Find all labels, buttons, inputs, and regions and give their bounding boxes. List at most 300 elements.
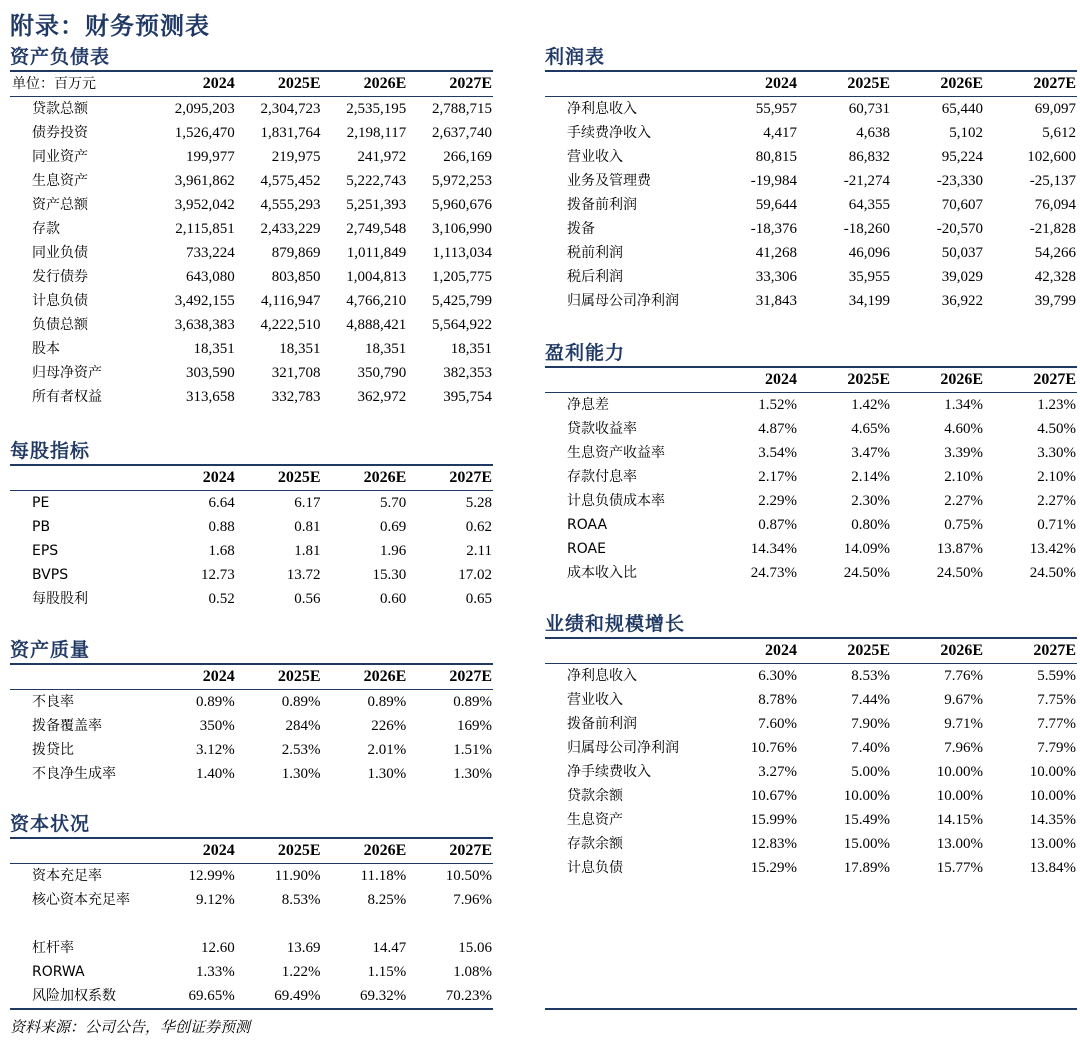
- value-cell: 10.50%: [445, 868, 492, 884]
- value-cell: 70,607: [941, 197, 983, 213]
- year-header: 2024: [705, 368, 798, 393]
- value-cell: 13.00%: [936, 836, 983, 852]
- table-row: [10, 193, 493, 217]
- value-cell: 55,957: [755, 101, 797, 117]
- year-header: 2027E: [407, 665, 493, 690]
- value-cell: [236, 912, 322, 936]
- value-cell: 2,749,548: [346, 221, 407, 237]
- value-cell: 1.30%: [453, 766, 492, 782]
- value-cell: [322, 912, 408, 936]
- row-label: 生息资产: [567, 812, 623, 828]
- value-cell: 10.76%: [750, 740, 797, 756]
- value-cell: 59,644: [755, 197, 797, 213]
- unit-label: [545, 368, 705, 393]
- unit-label: [10, 839, 150, 864]
- table-row: [545, 241, 1077, 265]
- value-cell: 3.12%: [196, 742, 235, 758]
- value-cell: 733,224: [186, 245, 235, 261]
- value-cell: 0.62: [465, 519, 492, 535]
- table-row: [10, 587, 493, 611]
- value-cell: 7.60%: [758, 716, 797, 732]
- unit-label: [10, 665, 150, 690]
- row-label: 业务及管理费: [567, 173, 651, 189]
- value-cell: 13.84%: [1029, 860, 1076, 876]
- row-label: 归母净资产: [32, 365, 102, 381]
- year-header: 2027E: [984, 368, 1077, 393]
- table-row: [545, 145, 1077, 169]
- value-cell: 0.65: [465, 591, 492, 607]
- value-cell: 13.87%: [936, 541, 983, 557]
- value-cell: 18,351: [365, 341, 407, 357]
- table-row: [545, 265, 1077, 289]
- value-cell: 50,037: [941, 245, 983, 261]
- value-cell: 1,831,764: [260, 125, 321, 141]
- balance-sheet-section: [10, 44, 493, 409]
- value-cell: 3,492,155: [174, 293, 235, 309]
- value-cell: 95,224: [941, 149, 983, 165]
- row-label: 贷款总额: [32, 101, 88, 117]
- year-header: 2026E: [891, 368, 984, 393]
- value-cell: 4,575,452: [260, 173, 321, 189]
- value-cell: 313,658: [186, 389, 235, 405]
- row-label: 不良率: [32, 694, 74, 710]
- table-header-row: [545, 368, 1077, 393]
- value-cell: 199,977: [186, 149, 235, 165]
- value-cell: 24.50%: [843, 565, 890, 581]
- value-cell: 1.23%: [1037, 397, 1076, 413]
- row-label: 每股股利: [32, 591, 88, 607]
- value-cell: 18,351: [450, 341, 492, 357]
- section-title: 资本状况: [10, 811, 493, 839]
- value-cell: 0.71%: [1037, 517, 1076, 533]
- capital-section: [10, 811, 493, 1008]
- value-cell: 2.29%: [758, 493, 797, 509]
- year-header: 2027E: [407, 72, 493, 97]
- value-cell: 70.23%: [445, 988, 492, 1004]
- value-cell: 12.73: [201, 567, 235, 583]
- value-cell: 2.27%: [944, 493, 983, 509]
- year-header: 2026E: [322, 466, 408, 491]
- table-row: [545, 393, 1077, 418]
- year-header: 2027E: [407, 466, 493, 491]
- row-label: 税后利润: [567, 269, 623, 285]
- table-row: [10, 385, 493, 409]
- table-row: [545, 97, 1077, 122]
- table-row: [10, 241, 493, 265]
- row-label: ROAE: [567, 541, 606, 557]
- table-row: [545, 193, 1077, 217]
- row-label: 成本收入比: [567, 565, 637, 581]
- year-header: 2027E: [984, 639, 1077, 664]
- value-cell: 4,222,510: [260, 317, 321, 333]
- value-cell: 54,266: [1034, 245, 1076, 261]
- year-header: 2026E: [322, 839, 408, 864]
- value-cell: 5,251,393: [346, 197, 407, 213]
- value-cell: 2.14%: [851, 469, 890, 485]
- financial-table: [545, 639, 1077, 880]
- row-label: 资产总额: [32, 197, 88, 213]
- year-header: 2026E: [891, 639, 984, 664]
- value-cell: [407, 912, 493, 936]
- year-header: 2025E: [236, 466, 322, 491]
- table-row: [545, 736, 1077, 760]
- year-header: 2025E: [798, 639, 891, 664]
- table-row: [545, 808, 1077, 832]
- value-cell: 2,198,117: [346, 125, 407, 141]
- value-cell: 14.15%: [936, 812, 983, 828]
- year-header: 2026E: [322, 72, 408, 97]
- year-header: 2026E: [891, 72, 984, 97]
- table-row: [545, 289, 1077, 313]
- row-label: 净息差: [567, 397, 609, 413]
- value-cell: 102,600: [1027, 149, 1076, 165]
- value-cell: 14.35%: [1029, 812, 1076, 828]
- table-row: [10, 762, 493, 786]
- row-label: 计息负债: [567, 860, 623, 876]
- value-cell: 350,790: [357, 365, 407, 381]
- value-cell: 803,850: [271, 269, 321, 285]
- value-cell: 5,960,676: [432, 197, 492, 213]
- value-cell: 76,094: [1034, 197, 1076, 213]
- value-cell: -18,260: [843, 221, 890, 237]
- row-label: 拨备覆盖率: [32, 718, 102, 734]
- value-cell: 5.70: [380, 495, 407, 511]
- row-label: 生息资产: [32, 173, 88, 189]
- value-cell: 321,708: [271, 365, 321, 381]
- row-label: 拨备前利润: [567, 716, 637, 732]
- value-cell: 4.65%: [851, 421, 890, 437]
- value-cell: 5.00%: [851, 764, 890, 780]
- section-title: 盈利能力: [545, 340, 1077, 368]
- left-bottom-rule: [10, 1008, 493, 1010]
- row-label: 贷款余额: [567, 788, 623, 804]
- row-label: 同业资产: [32, 149, 88, 165]
- value-cell: 18,351: [279, 341, 321, 357]
- value-cell: 5,564,922: [432, 317, 492, 333]
- section-title: 业绩和规模增长: [545, 611, 1077, 639]
- value-cell: 24.50%: [936, 565, 983, 581]
- table-row: [545, 417, 1077, 441]
- table-row: [545, 832, 1077, 856]
- value-cell: 643,080: [186, 269, 235, 285]
- right-bottom-rule: [545, 1008, 1077, 1010]
- value-cell: 10.00%: [843, 788, 890, 804]
- row-label: 不良净生成率: [32, 766, 116, 782]
- value-cell: 1.51%: [453, 742, 492, 758]
- income-statement-section: [545, 44, 1077, 313]
- value-cell: 5.59%: [1037, 668, 1076, 684]
- table-row: [545, 169, 1077, 193]
- value-cell: 15.00%: [843, 836, 890, 852]
- per-share-section: [10, 438, 493, 611]
- value-cell: 1.96: [380, 543, 407, 559]
- value-cell: 7.96%: [944, 740, 983, 756]
- value-cell: 65,440: [941, 101, 983, 117]
- value-cell: 24.50%: [1029, 565, 1076, 581]
- value-cell: 2,304,723: [260, 101, 321, 117]
- table-row: [10, 97, 493, 122]
- value-cell: 1.68: [208, 543, 235, 559]
- financial-table: [545, 72, 1077, 313]
- value-cell: 0.80%: [851, 517, 890, 533]
- value-cell: 12.99%: [188, 868, 235, 884]
- table-row: [10, 361, 493, 385]
- table-row: [10, 539, 493, 563]
- value-cell: 42,328: [1034, 269, 1076, 285]
- row-label: 税前利润: [567, 245, 623, 261]
- year-header: 2025E: [236, 665, 322, 690]
- value-cell: 10.00%: [1029, 788, 1076, 804]
- table-row: [10, 714, 493, 738]
- value-cell: 12.83%: [750, 836, 797, 852]
- value-cell: 3.54%: [758, 445, 797, 461]
- page-title: 附录：财务预测表: [10, 12, 210, 40]
- value-cell: 5,222,743: [346, 173, 407, 189]
- row-label: 同业负债: [32, 245, 88, 261]
- year-header: 2024: [150, 72, 236, 97]
- row-label: 归属母公司净利润: [567, 740, 679, 756]
- table-row: [545, 489, 1077, 513]
- value-cell: 17.02: [458, 567, 492, 583]
- table-row: [10, 337, 493, 361]
- section-title: 每股指标: [10, 438, 493, 466]
- value-cell: 4,417: [763, 125, 797, 141]
- table-row: [10, 864, 493, 889]
- table-header-row: [545, 72, 1077, 97]
- value-cell: 15.49%: [843, 812, 890, 828]
- year-header: 2025E: [236, 72, 322, 97]
- value-cell: -21,274: [843, 173, 890, 189]
- value-cell: 34,199: [848, 293, 890, 309]
- value-cell: 1,113,034: [432, 245, 492, 261]
- row-label: 风险加权系数: [32, 988, 116, 1004]
- row-label: 拨备前利润: [567, 197, 637, 213]
- row-label: 负债总额: [32, 317, 88, 333]
- value-cell: 9.12%: [196, 892, 235, 908]
- value-cell: 4,116,947: [261, 293, 321, 309]
- value-cell: 2,095,203: [174, 101, 235, 117]
- table-row: [545, 441, 1077, 465]
- table-row: [10, 515, 493, 539]
- value-cell: 39,799: [1034, 293, 1076, 309]
- value-cell: 13.00%: [1029, 836, 1076, 852]
- value-cell: 303,590: [186, 365, 235, 381]
- value-cell: 10.00%: [936, 764, 983, 780]
- value-cell: [150, 912, 236, 936]
- profitability-section: [545, 340, 1077, 585]
- value-cell: 17.89%: [843, 860, 890, 876]
- value-cell: 10.67%: [750, 788, 797, 804]
- value-cell: 382,353: [443, 365, 492, 381]
- value-cell: 36,922: [941, 293, 983, 309]
- value-cell: 31,843: [755, 293, 797, 309]
- value-cell: 3,952,042: [174, 197, 235, 213]
- value-cell: 0.81: [294, 519, 321, 535]
- financial-table: [10, 72, 493, 409]
- value-cell: 2,788,715: [432, 101, 492, 117]
- table-row: [545, 760, 1077, 784]
- table-header-row: [10, 665, 493, 690]
- value-cell: 4.60%: [944, 421, 983, 437]
- year-header: 2024: [150, 665, 236, 690]
- year-header: 2025E: [798, 72, 891, 97]
- value-cell: 1.81: [294, 543, 321, 559]
- table-row: [545, 513, 1077, 537]
- value-cell: -18,376: [750, 221, 797, 237]
- value-cell: 69.49%: [274, 988, 321, 1004]
- table-header-row: [10, 839, 493, 864]
- value-cell: 2.17%: [758, 469, 797, 485]
- value-cell: 0.89%: [453, 694, 492, 710]
- value-cell: 18,351: [193, 341, 235, 357]
- table-row: [10, 936, 493, 960]
- value-cell: 8.78%: [758, 692, 797, 708]
- table-header-row: [545, 639, 1077, 664]
- value-cell: 5,102: [949, 125, 983, 141]
- value-cell: 2.10%: [944, 469, 983, 485]
- value-cell: 46,096: [848, 245, 890, 261]
- value-cell: 2.01%: [367, 742, 407, 758]
- value-cell: 362,972: [357, 389, 407, 405]
- value-cell: 13.72: [286, 567, 321, 583]
- section-title: 资产负债表: [10, 44, 493, 72]
- table-row: [545, 217, 1077, 241]
- value-cell: 2,535,195: [346, 101, 407, 117]
- value-cell: 5,612: [1042, 125, 1076, 141]
- source-note: 资料来源：公司公告，华创证券预测: [10, 1018, 251, 1036]
- value-cell: -23,330: [936, 173, 983, 189]
- row-label: 计息负债: [32, 293, 88, 309]
- value-cell: 80,815: [755, 149, 797, 165]
- value-cell: 24.73%: [750, 565, 797, 581]
- value-cell: 1.08%: [453, 964, 492, 980]
- section-title: 资产质量: [10, 637, 493, 665]
- financial-table: [10, 839, 493, 1008]
- row-label: 资本充足率: [32, 868, 102, 884]
- row-label: 拨贷比: [32, 742, 74, 758]
- year-header: 2026E: [322, 665, 408, 690]
- value-cell: 3,638,383: [174, 317, 235, 333]
- value-cell: 0.52: [208, 591, 235, 607]
- value-cell: 1,011,849: [346, 245, 407, 261]
- row-label: 发行债券: [32, 269, 88, 285]
- table-row: [10, 491, 493, 516]
- value-cell: 7.77%: [1037, 716, 1076, 732]
- row-label: 股本: [32, 341, 60, 357]
- table-row: [10, 217, 493, 241]
- value-cell: 12.60: [201, 940, 235, 956]
- unit-label: [545, 72, 705, 97]
- value-cell: 9.71%: [944, 716, 983, 732]
- value-cell: 86,832: [848, 149, 890, 165]
- value-cell: 15.06: [458, 940, 492, 956]
- row-label: 净利息收入: [567, 101, 637, 117]
- value-cell: 35,955: [848, 269, 890, 285]
- value-cell: 0.56: [294, 591, 321, 607]
- value-cell: 10.00%: [936, 788, 983, 804]
- year-header: 2025E: [236, 839, 322, 864]
- value-cell: 2,433,229: [260, 221, 321, 237]
- value-cell: 0.89%: [196, 694, 235, 710]
- value-cell: 6.64: [208, 495, 235, 511]
- value-cell: 13.42%: [1029, 541, 1076, 557]
- value-cell: 33,306: [755, 269, 797, 285]
- table-row: [10, 888, 493, 912]
- unit-label: [10, 466, 150, 491]
- table-row: [10, 169, 493, 193]
- value-cell: 1.52%: [758, 397, 797, 413]
- value-cell: 15.29%: [750, 860, 797, 876]
- value-cell: 7.75%: [1037, 692, 1076, 708]
- financial-table: [10, 665, 493, 786]
- year-header: 2024: [705, 639, 798, 664]
- row-label: 计息负债成本率: [567, 493, 665, 509]
- table-row: [10, 690, 493, 715]
- table-row: [10, 289, 493, 313]
- value-cell: 241,972: [357, 149, 407, 165]
- value-cell: 14.34%: [750, 541, 797, 557]
- table-row: [545, 784, 1077, 808]
- value-cell: 1.34%: [944, 397, 983, 413]
- value-cell: 8.53%: [851, 668, 890, 684]
- value-cell: 2.27%: [1037, 493, 1076, 509]
- row-label: PE: [32, 495, 50, 511]
- financial-table: [10, 466, 493, 611]
- row-label: 净手续费收入: [567, 764, 651, 780]
- value-cell: 2,637,740: [432, 125, 492, 141]
- row-label: 营业收入: [567, 692, 623, 708]
- row-label: 手续费净收入: [567, 125, 651, 141]
- value-cell: 0.89%: [281, 694, 321, 710]
- table-row: [10, 121, 493, 145]
- value-cell: 14.09%: [843, 541, 890, 557]
- value-cell: -19,984: [750, 173, 797, 189]
- section-title: 利润表: [545, 44, 1077, 72]
- value-cell: 169%: [457, 718, 492, 734]
- row-label: 营业收入: [567, 149, 623, 165]
- value-cell: 15.99%: [750, 812, 797, 828]
- table-row: [10, 313, 493, 337]
- value-cell: 7.96%: [453, 892, 492, 908]
- year-header: 2027E: [407, 839, 493, 864]
- value-cell: 1.30%: [281, 766, 321, 782]
- value-cell: 879,869: [271, 245, 321, 261]
- value-cell: 1,526,470: [174, 125, 235, 141]
- value-cell: 64,355: [848, 197, 890, 213]
- value-cell: 4.87%: [758, 421, 797, 437]
- row-label: RORWA: [32, 964, 85, 980]
- row-label: BVPS: [32, 567, 69, 583]
- value-cell: 219,975: [271, 149, 321, 165]
- value-cell: 8.53%: [281, 892, 321, 908]
- year-header: 2025E: [798, 368, 891, 393]
- value-cell: 7.90%: [851, 716, 890, 732]
- table-header-row: [10, 72, 493, 97]
- value-cell: 11.90%: [274, 868, 321, 884]
- value-cell: 15.30: [372, 567, 407, 583]
- table-row: [545, 712, 1077, 736]
- value-cell: 266,169: [443, 149, 492, 165]
- row-label: 存款付息率: [567, 469, 637, 485]
- table-row: [545, 664, 1077, 689]
- row-label: 归属母公司净利润: [567, 293, 679, 309]
- value-cell: 1.40%: [196, 766, 235, 782]
- value-cell: 7.44%: [851, 692, 890, 708]
- table-row: [545, 121, 1077, 145]
- row-label: 所有者权益: [32, 389, 102, 405]
- value-cell: 1.42%: [851, 397, 890, 413]
- table-header-row: [10, 466, 493, 491]
